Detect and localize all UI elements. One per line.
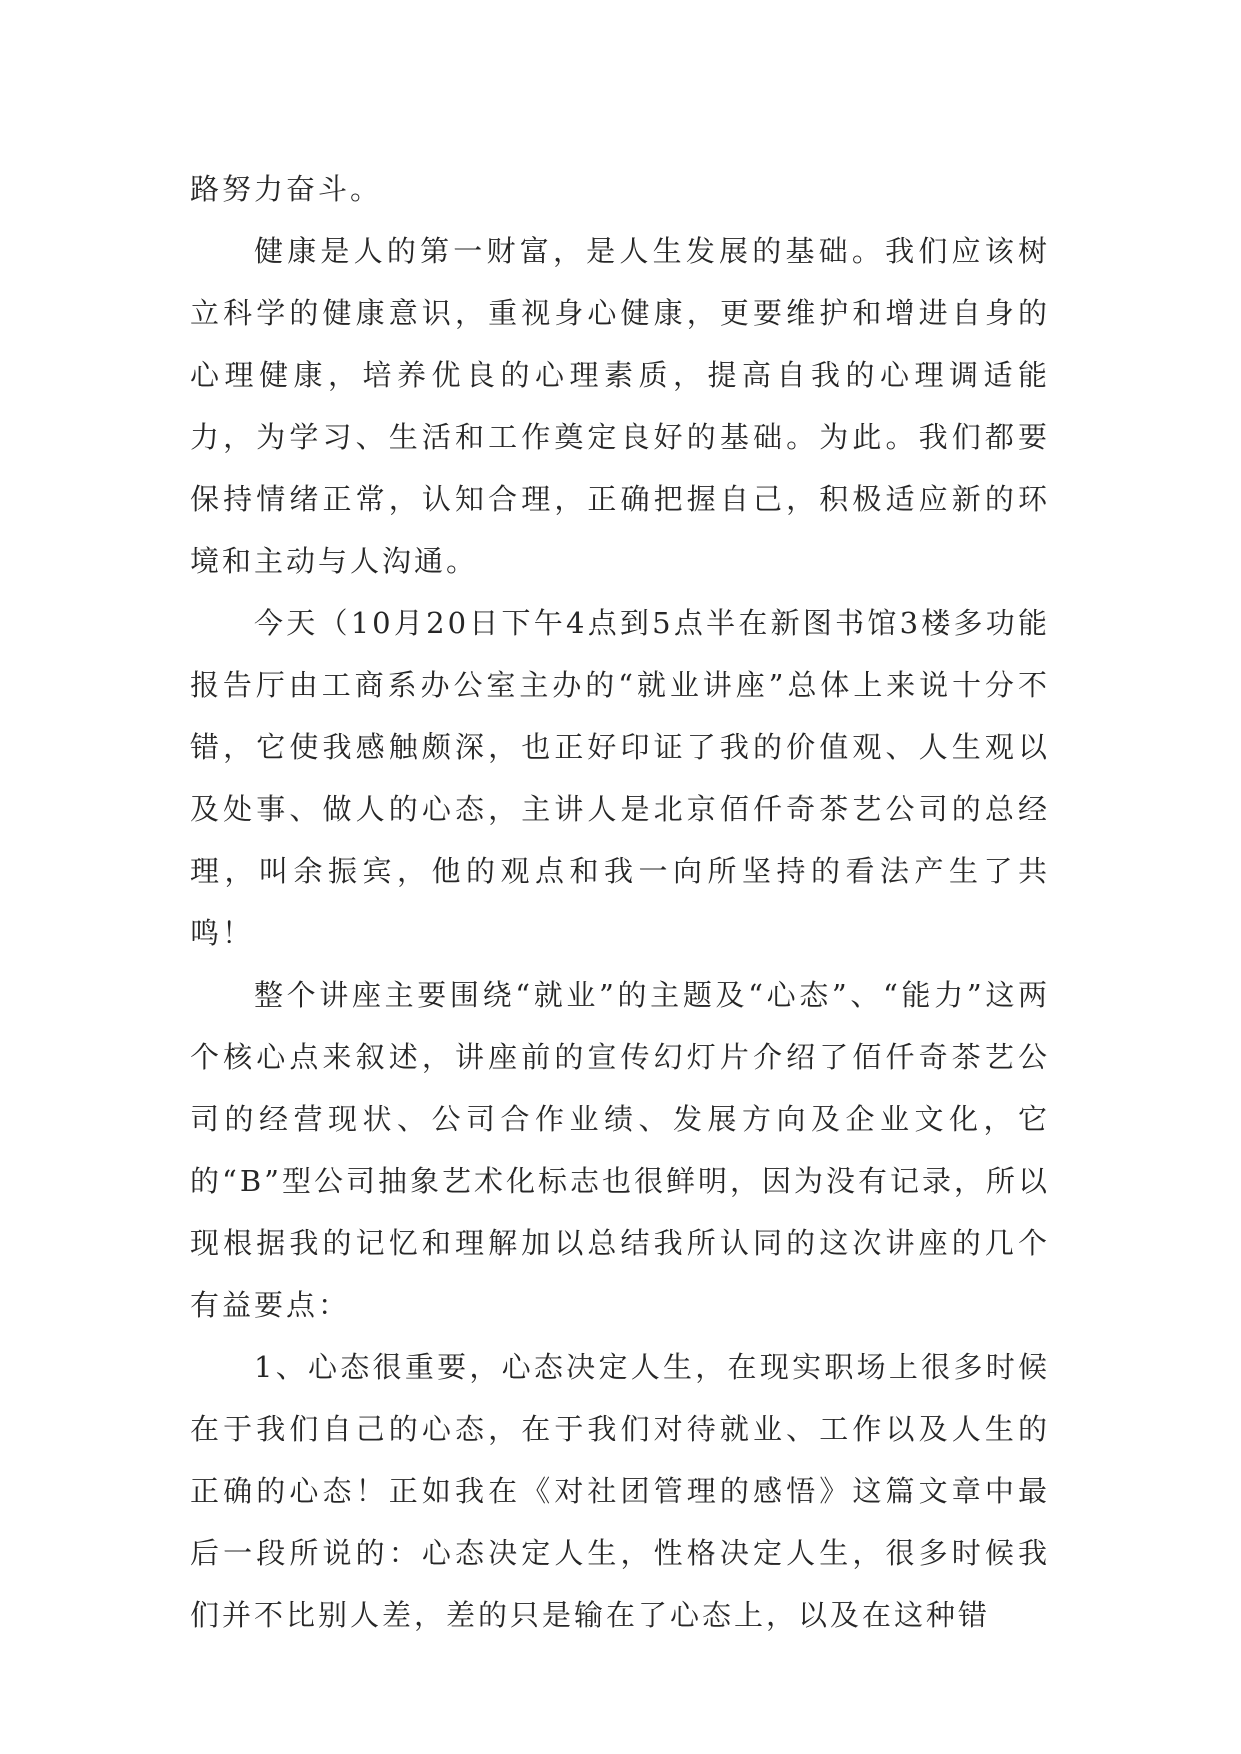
paragraph-continuation: 路努力奋斗。 [190,172,383,206]
paragraph-health: 健康是人的第一财富，是人生发展的基础。我们应该树立科学的健康意识，重视身心健康，更要维护和增进自身的心理健康，培养优良的心理素质，提高自我的心理调适能力，为学习、生活和工作奠定良好的基础。为此。我们都要保持情绪正常，认知合理，正确把握自己，积极适应新的环境和主动与人沟通。 [190,234,1050,578]
paragraph-lecture-intro: 今天（10月20日下午4点到5点半在新图书馆3楼多功能报告厅由工商系办公室主办的“就业讲座”总体上来说十分不错，它使我感触颇深，也正好印证了我的价值观、人生观以及处事、做人的心态，主讲人是北京佰仟奇茶艺公司的总经理，叫余振宾，他的观点和我一向所坚持的看法产生了共鸣！ [190,606,1050,950]
document-body [190,158,1050,1646]
paragraph-lecture-summary: 整个讲座主要围绕“就业”的主题及“心态”、“能力”这两个核心点来叙述，讲座前的宣传幻灯片介绍了佰仟奇茶艺公司的经营现状、公司合作业绩、发展方向及企业文化，它的“B”型公司抽象艺术化标志也很鲜明，因为没有记录，所以现根据我的记忆和理解加以总结我所认同的这次讲座的几个有益要点： [190,978,1050,1322]
paragraph-point-1: 1、心态很重要，心态决定人生，在现实职场上很多时候在于我们自己的心态，在于我们对待就业、工作以及人生的正确的心态！正如我在《对社团管理的感悟》这篇文章中最后一段所说的：心态决定人生，性格决定人生，很多时候我们并不比别人差，差的只是输在了心态上，以及在这种错 [190,1350,1050,1632]
